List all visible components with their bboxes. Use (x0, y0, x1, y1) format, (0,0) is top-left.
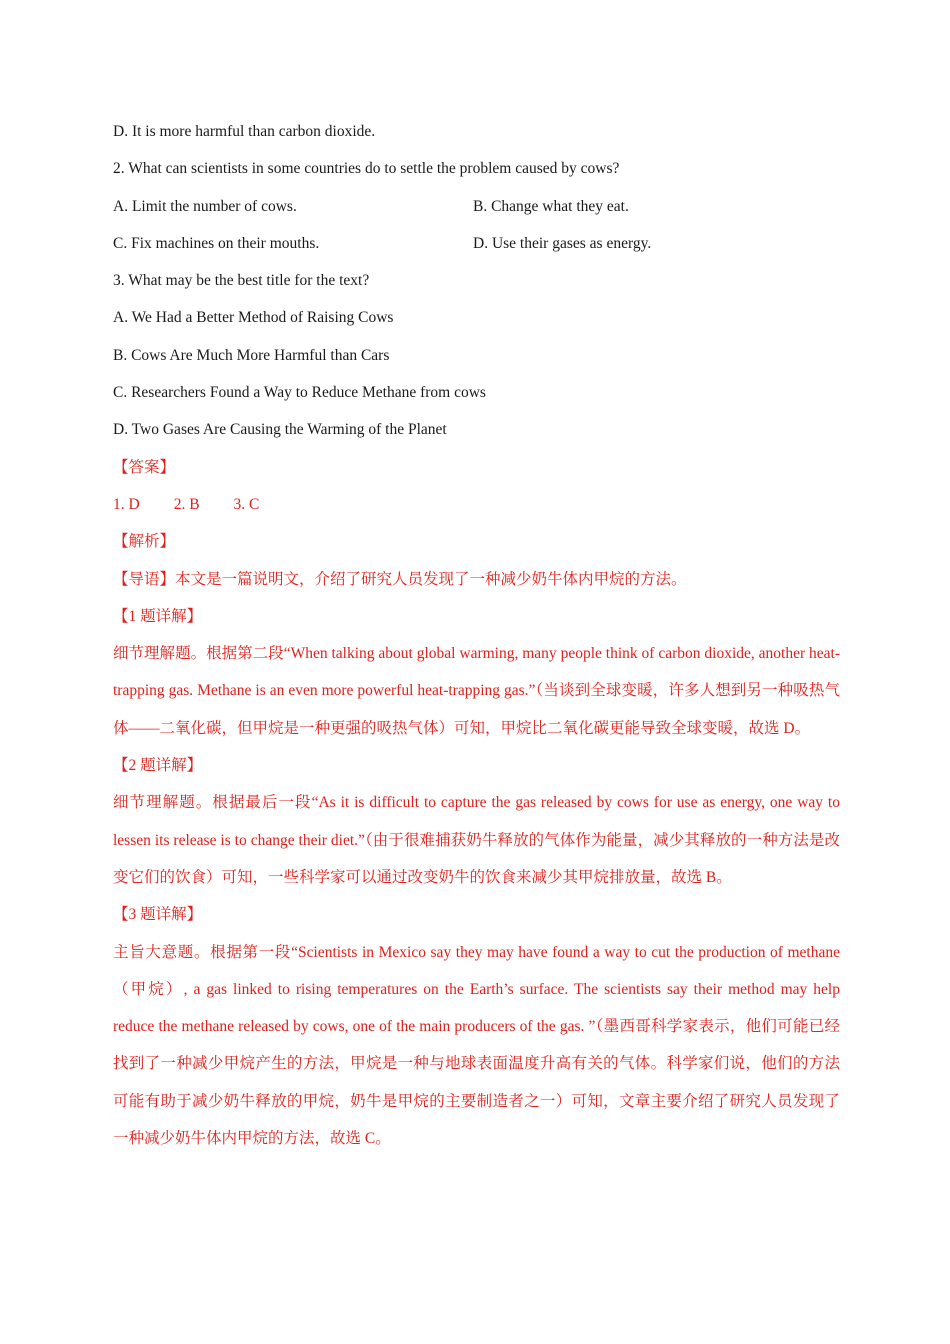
detail2-text: 细节理解题。根据最后一段“As it is difficult to capture the gas released by cows for use as energy, one way to lessen its release is to change their diet.”（由于很难捕获奶牛释放的气体作为能量，减少其释放的一种方法是改变它们的饮食）可知，一些科学家可以通过改变奶牛的饮食来减少其甲烷排放量，故选 B。 (113, 794, 840, 886)
q3-option-c: C. Researchers Found a Way to Reduce Methane from cows (113, 384, 486, 402)
answer-1: 1. D (113, 495, 140, 513)
answer-2: 2. B (173, 495, 200, 513)
answer-list (113, 486, 840, 523)
analysis-heading: 【解析】 (113, 533, 176, 551)
intro-text: 本文是一篇说明文，介绍了研究人员发现了一种减少奶牛体内甲烷的方法。 (175, 570, 687, 588)
q2-stem: 2. What can scientists in some countries do to settle the problem caused by cows? (113, 160, 620, 178)
q2-option-b: B. Change what they eat. (473, 197, 629, 215)
q1-option-d: D. It is more harmful than carbon dioxide. (113, 123, 376, 140)
q3-stem: 3. What may be the best title for the text? (113, 272, 370, 290)
answer-3: 3. C (233, 495, 260, 513)
q2-option-a: A. Limit the number of cows. (113, 197, 297, 215)
detail2-heading: 【2 题详解】 (113, 757, 203, 775)
q2-option-c: C. Fix machines on their mouths. (113, 234, 320, 252)
detail1-text: 细节理解题。根据第二段“When talking about global warming, many people think of carbon dioxide, another heat-trapping gas. Methane is an even more powerful heat-trapping gas.”（当谈到全球变暖，许多人想到另一种吸热气体——二氧化碳，但甲烷是一种更强的吸热气体）可知，甲烷比二氧化碳更能导致全球变暖，故选 D。 (113, 645, 840, 737)
q2-options-row-1 (113, 188, 840, 225)
detail1-heading: 【1 题详解】 (113, 607, 203, 625)
q2-options-row-2 (113, 225, 840, 262)
q2-option-d: D. Use their gases as energy. (473, 234, 652, 252)
q3-option-a: A. We Had a Better Method of Raising Cows (113, 309, 394, 327)
answer-heading: 【答案】 (113, 458, 176, 476)
q3-option-d: D. Two Gases Are Causing the Warming of the Planet (113, 421, 447, 439)
detail3-text: 主旨大意题。根据第一段“Scientists in Mexico say they may have found a way to cut the production of methane （甲烷）, a gas linked to rising temperatures on the Earth’s surface. The scientists say their method may help reduce the methane released by cows, one of the main producers of the gas. ”（墨西哥科学家表示，他们可能已经找到了一种减少甲烷产生的方法，甲烷是一种与地球表面温度升高有关的气体。科学家们说，他们的方法可能有助于减少奶牛释放的甲烷，奶牛是甲烷的主要制造者之一）可知，文章主要介绍了研究人员发现了一种减少奶牛体内甲烷的方法，故选 C。 (113, 943, 840, 1148)
document-page (113, 113, 840, 1157)
intro-tag: 【导语】 (113, 570, 176, 588)
intro-line (113, 561, 840, 598)
q3-option-b: B. Cows Are Much More Harmful than Cars (113, 346, 390, 364)
detail3-heading: 【3 题详解】 (113, 906, 203, 924)
